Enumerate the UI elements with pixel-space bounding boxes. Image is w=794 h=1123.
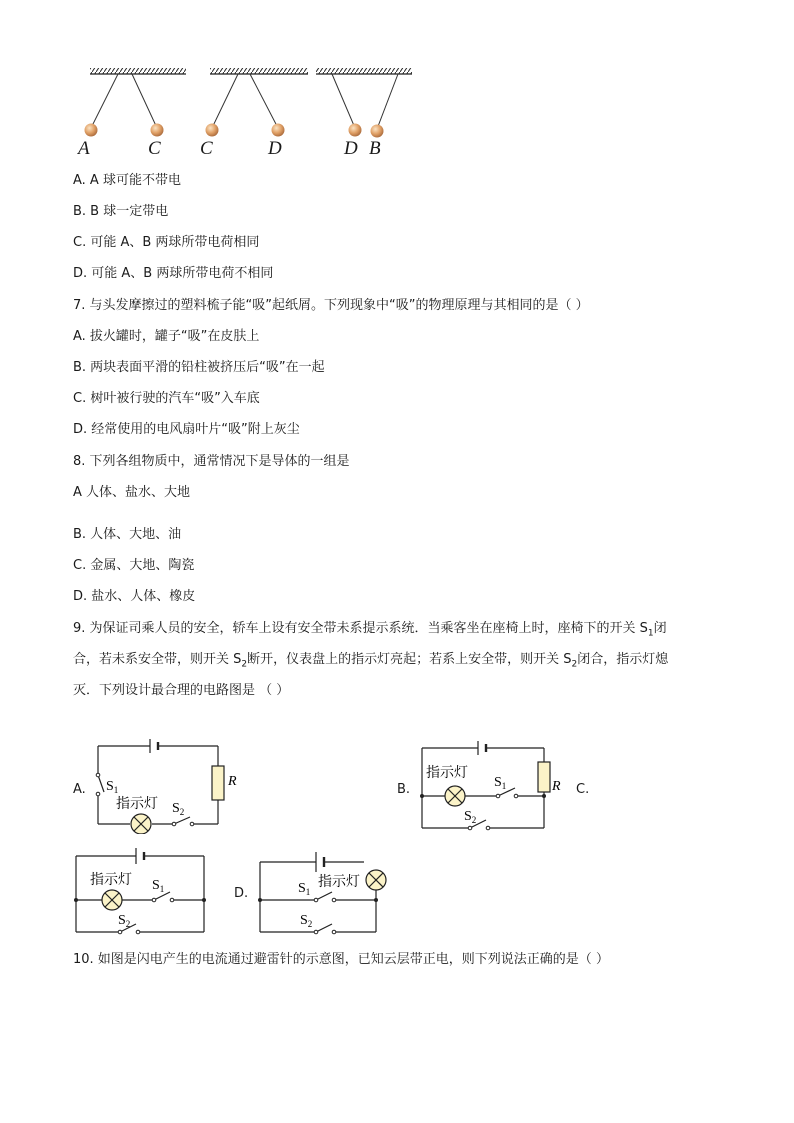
s1-letter: S	[494, 775, 502, 790]
q8-stem: 8. 下列各组物质中，通常情况下是导体的一组是	[73, 454, 350, 469]
s1-letter: S	[298, 881, 306, 896]
circuit-d-option-label[interactable]: D.	[234, 886, 249, 901]
lamp-icon	[102, 890, 122, 910]
lamp-label: 指示灯	[90, 872, 132, 888]
s2-label	[464, 809, 476, 825]
s1-label	[494, 775, 506, 791]
q9-stem-line-1	[73, 621, 667, 642]
q9-line1-sub: 1	[647, 628, 654, 639]
q8-option-a[interactable]: A 人体、盐水、大地	[73, 485, 191, 500]
q8-option-c[interactable]: C. 金属、大地、陶瓷	[73, 558, 195, 573]
s2-letter: S	[464, 809, 472, 824]
s2-sub: 2	[125, 919, 131, 929]
s2-letter: S	[118, 913, 126, 928]
q7-option-a[interactable]: A. 拔火罐时，罐子“吸”在皮肤上	[73, 329, 260, 344]
q8-option-b[interactable]: B. 人体、大地、油	[73, 527, 182, 542]
hanging-balls-figure	[76, 66, 421, 162]
circuit-b-option-label[interactable]: B.	[397, 782, 411, 797]
ball-label-c-1: C	[148, 138, 161, 159]
q7-option-b[interactable]: B. 两块表面平滑的铅柱被挤压后“吸”在一起	[73, 360, 325, 375]
q6-option-c[interactable]: C. 可能 A、B 两球所带电荷相同	[73, 235, 260, 250]
circuit-a-option-label[interactable]: A.	[73, 782, 86, 797]
ball-label-c-2: C	[200, 138, 213, 159]
ball-d-2	[349, 124, 362, 137]
q9-line2-post: 闭合，指示灯熄	[577, 652, 669, 667]
q9-stem-line-2	[73, 652, 668, 673]
q9-line1-post: 闭	[653, 621, 667, 636]
lamp-label: 指示灯	[426, 765, 468, 781]
ball-a	[85, 124, 98, 137]
ball-label-b: B	[369, 138, 381, 159]
circuit-c-option-label[interactable]: C.	[576, 782, 590, 797]
s1-label	[106, 779, 118, 795]
q9-line2-sub: 2	[241, 659, 248, 670]
q6-option-a[interactable]: A. A 球可能不带电	[73, 173, 181, 188]
ceiling-3	[316, 68, 412, 74]
s2-sub: 2	[179, 807, 185, 817]
lamp-label: 指示灯	[116, 796, 158, 812]
lamp-label: 指示灯	[318, 874, 360, 890]
q9-line2-mid: 断开，仪表盘上的指示灯亮起；若系上安全带，则开关 S	[247, 652, 572, 667]
s2-label	[118, 913, 130, 929]
ball-b	[371, 125, 384, 138]
q7-stem: 7. 与头发摩擦过的塑料梳子能“吸”起纸屑。下列现象中“吸”的物理原理与其相同的是（ ）	[73, 298, 589, 313]
s1-label	[152, 878, 164, 894]
circuit-a[interactable]	[90, 738, 240, 834]
circuit-c[interactable]	[70, 846, 214, 938]
q9-stem-line-3: 灭．下列设计最合理的电路图是 （ ）	[73, 683, 290, 698]
s2-sub: 2	[471, 815, 477, 825]
q8-option-d[interactable]: D. 盐水、人体、橡皮	[73, 589, 196, 604]
circuit-d[interactable]	[252, 846, 392, 938]
s2-letter: S	[300, 913, 308, 928]
circuit-b[interactable]	[412, 740, 572, 832]
s2-label	[300, 913, 312, 929]
s1-letter: S	[152, 878, 160, 893]
ball-label-d-2: D	[344, 138, 358, 159]
ball-c-2	[206, 124, 219, 137]
resistor-label: R	[228, 774, 237, 789]
q6-option-d[interactable]: D. 可能 A、B 两球所带电荷不相同	[73, 266, 274, 281]
s2-label	[172, 801, 184, 817]
lamp-icon	[445, 786, 465, 806]
s1-sub: 1	[159, 884, 165, 894]
ceiling-2	[210, 68, 308, 74]
lamp-icon	[131, 814, 151, 834]
s1-sub: 1	[501, 781, 507, 791]
ball-d-1	[272, 124, 285, 137]
s1-sub: 1	[305, 887, 311, 897]
q10-stem: 10. 如图是闪电产生的电流通过避雷针的示意图，已知云层带正电，则下列说法正确的是（ ）	[73, 952, 609, 967]
q7-option-c[interactable]: C. 树叶被行驶的汽车“吸”入车底	[73, 391, 260, 406]
s1-label	[298, 881, 310, 897]
q7-option-d[interactable]: D. 经常使用的电风扇叶片“吸”附上灰尘	[73, 422, 300, 437]
s1-letter: S	[106, 779, 114, 794]
q9-line1-pre: 9. 为保证司乘人员的安全，轿车上设有安全带未系提示系统．当乘客坐在座椅上时，座椅下的开关 S	[73, 621, 648, 636]
q9-line2-pre: 合，若未系安全带，则开关 S	[73, 652, 242, 667]
ceiling-1	[90, 68, 186, 74]
s1-sub: 1	[113, 785, 119, 795]
ball-label-d-1: D	[268, 138, 282, 159]
s2-letter: S	[172, 801, 180, 816]
q9-line2-sub2: 2	[571, 659, 578, 670]
ball-c-1	[151, 124, 164, 137]
resistor-label: R	[552, 779, 561, 794]
s2-sub: 2	[307, 919, 313, 929]
q6-option-b[interactable]: B. B 球一定带电	[73, 204, 169, 219]
ball-label-a: A	[78, 138, 90, 159]
lamp-icon	[366, 870, 386, 890]
